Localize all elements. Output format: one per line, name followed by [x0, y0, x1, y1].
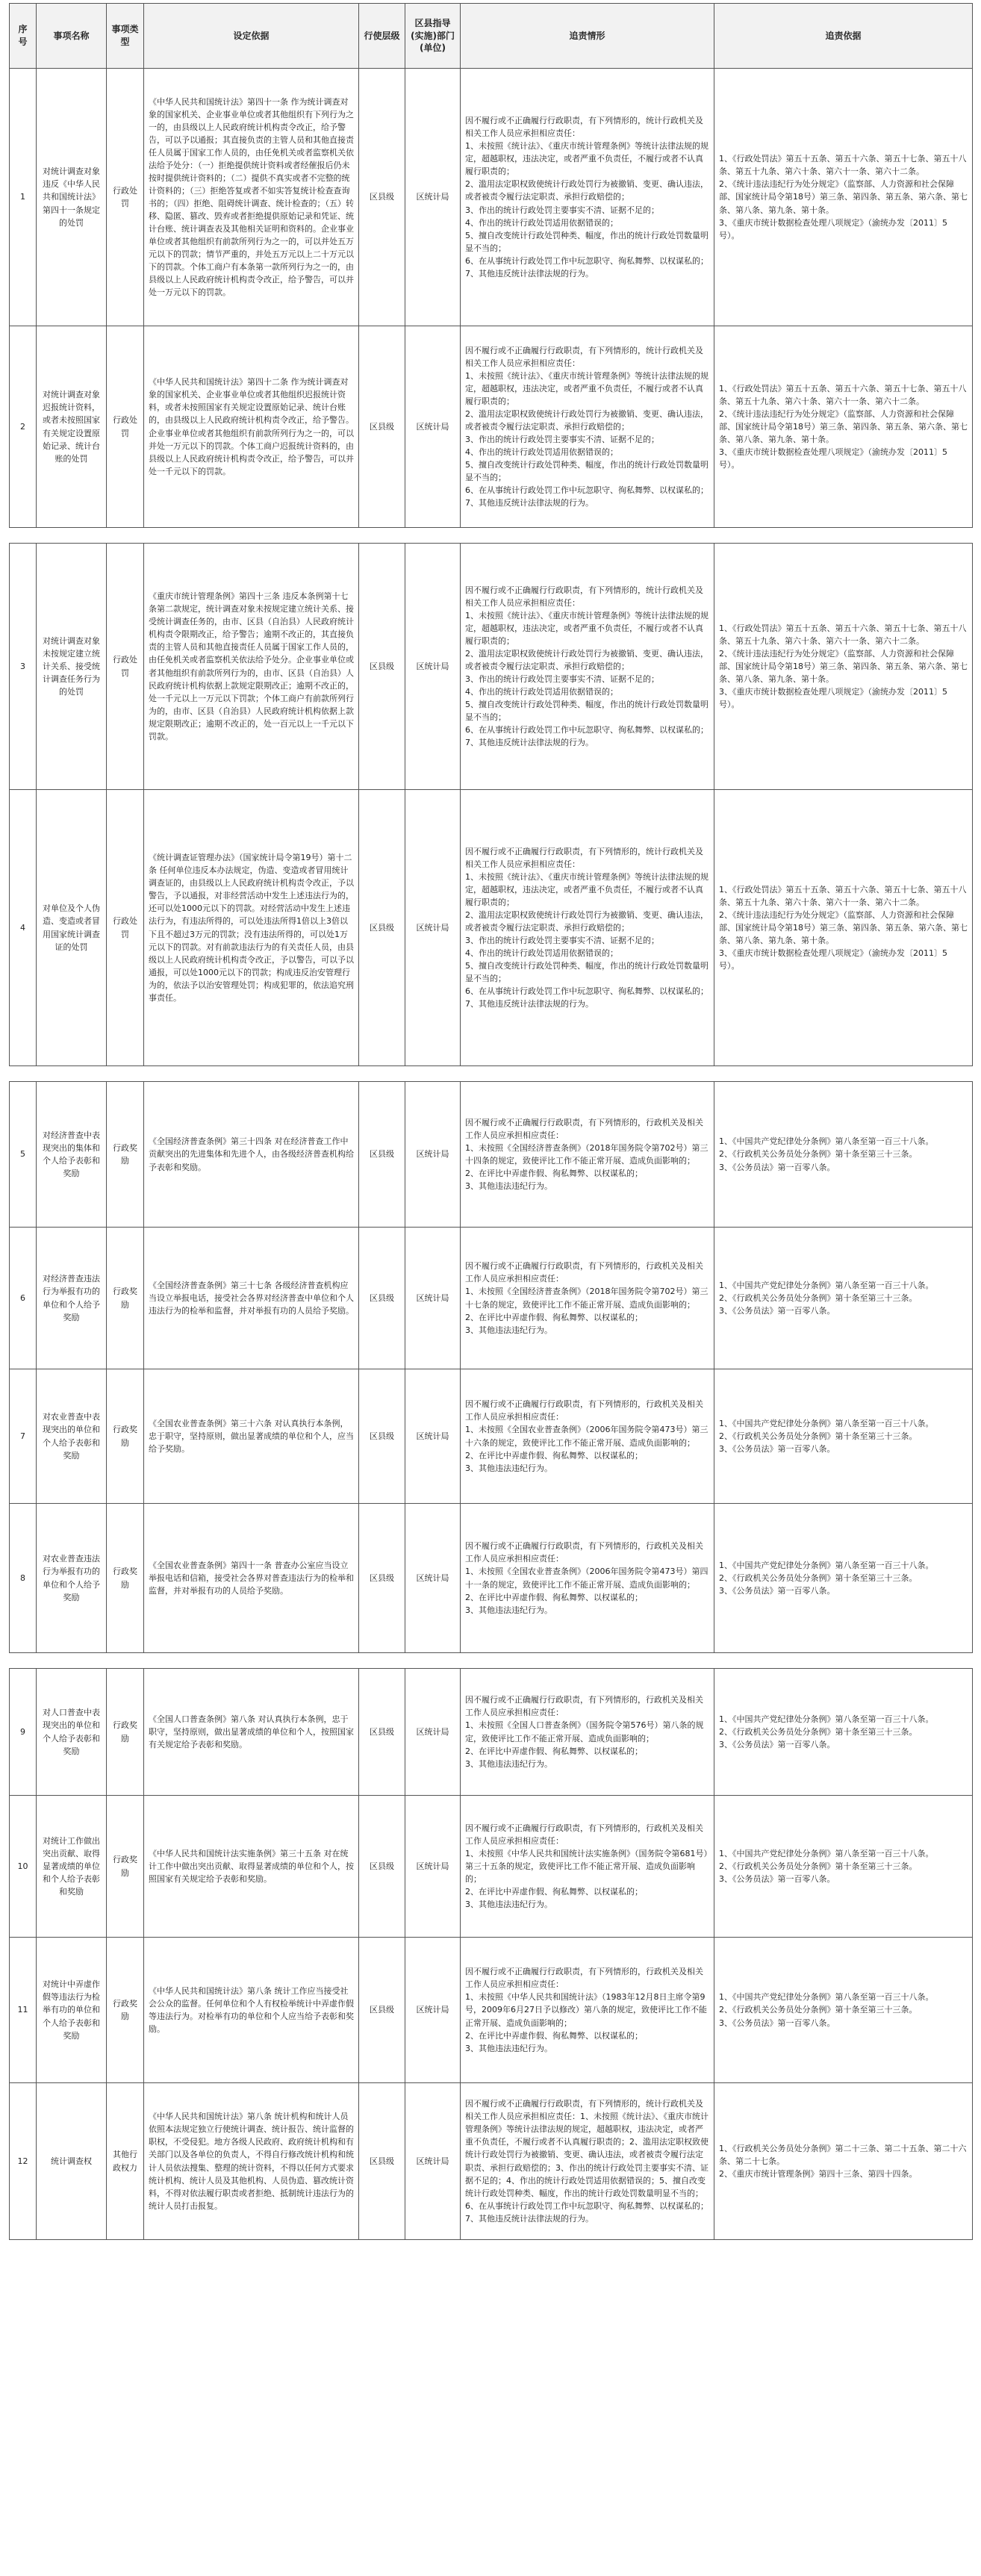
cell-basis: 《全国人口普查条例》第八条 对认真执行本条例，忠于职守，坚持原则，做出显著成绩的单位和个人，按照国家有关规定给予表彰和奖励。 [144, 1669, 359, 1796]
cell-dept: 区统计局 [405, 544, 461, 790]
cell-dept: 区统计局 [405, 326, 461, 528]
cell-type: 其他行政权力 [107, 2083, 144, 2240]
cell-dept: 区统计局 [405, 790, 461, 1066]
cell-name: 统计调查权 [37, 2083, 107, 2240]
cell-dept: 区统计局 [405, 1228, 461, 1369]
cell-cases: 因不履行或不正确履行行政职责，有下列情形的，行政机关及相关工作人员应承担相应责任： 1、未按照《中华人民共和国统计法》（1983年12月8日主席令第9号，2009年6月27日予以修改）第八条的规定，致使评比工作不能正常开展、造成负面影响的； 2、在评比中弄虚作假、徇私舞弊、以权谋私的； 3、其他违法违纪行为。 [461, 1938, 714, 2083]
table-row [10, 1669, 973, 1796]
cell-dept: 区统计局 [405, 1796, 461, 1938]
cell-name: 对经济普查违法行为举报有功的单位和个人给予奖励 [37, 1228, 107, 1369]
table-row [10, 544, 973, 790]
cell-level: 区县级 [359, 2083, 405, 2240]
cell-level: 区县级 [359, 1669, 405, 1796]
table-row [10, 1504, 973, 1653]
table-row [10, 1796, 973, 1938]
cell-level: 区县级 [359, 1938, 405, 2083]
cell-law: 1、《中国共产党纪律处分条例》第八条至第一百三十八条。 2、《行政机关公务员处分条例》第十条至第三十三条。 3、《公务员法》第一百零八条。 [714, 1369, 973, 1504]
cell-cases: 因不履行或不正确履行行政职责，有下列情形的，行政机关及相关工作人员应承担相应责任： 1、未按照《全国经济普查条例》（2018年国务院令第702号）第三十七条的规定，致使评比工作不能正常开展、造成负面影响的； 2、在评比中弄虚作假、徇私舞弊、以权谋私的； 3、其他违法违纪行为。 [461, 1228, 714, 1369]
cell-dept: 区统计局 [405, 1938, 461, 2083]
cell-name: 对统计调查对象未按规定建立统计关系、接受统计调查任务行为的处罚 [37, 544, 107, 790]
cell-dept: 区统计局 [405, 1504, 461, 1653]
cell-type: 行政奖励 [107, 1082, 144, 1228]
document-page [9, 3, 972, 2240]
cell-type: 行政奖励 [107, 1669, 144, 1796]
cell-seq: 9 [10, 1669, 37, 1796]
cell-cases: 因不履行或不正确履行行政职责，有下列情形的，行政机关及相关工作人员应承担相应责任： 1、未按照《中华人民共和国统计法实施条例》（国务院令第681号）第三十五条的规定，致使评比工作不能正常开展、造成负面影响的； 2、在评比中弄虚作假、徇私舞弊、以权谋私的； 3、其他违法违纪行为。 [461, 1796, 714, 1938]
cell-seq: 3 [10, 544, 37, 790]
table-row [10, 326, 973, 528]
cell-level: 区县级 [359, 1796, 405, 1938]
cell-law: 1、《中国共产党纪律处分条例》第八条至第一百三十八条。 2、《行政机关公务员处分条例》第十条至第三十三条。 3、《公务员法》第一百零八条。 [714, 1082, 973, 1228]
header-basis: 设定依据 [144, 4, 359, 69]
cell-law: 1、《行政处罚法》第五十五条、第五十六条、第五十七条、第五十八条、第五十九条、第六十条、第六十一条、第六十二条。 2、《统计违法违纪行为处分规定》（监察部、人力资源和社会保障部、国家统计局令第18号）第三条、第四条、第五条、第六条、第七条、第八条、第九条、第十条。 3、《重庆市统计数据检查处理八项规定》（渝统办发〔2011〕5号）。 [714, 790, 973, 1066]
divider-cell [10, 1066, 973, 1082]
cell-law: 1、《行政处罚法》第五十五条、第五十六条、第五十七条、第五十八条、第五十九条、第六十条、第六十一条、第六十二条。 2、《统计违法违纪行为处分规定》（监察部、人力资源和社会保障部、国家统计局令第18号）第三条、第四条、第五条、第六条、第七条、第八条、第九条、第十条。 3、《重庆市统计数据检查处理八项规定》（渝统办发〔2011〕5号）。 [714, 544, 973, 790]
cell-name: 对经济普查中表现突出的集体和个人给予表彰和奖励 [37, 1082, 107, 1228]
cell-seq: 10 [10, 1796, 37, 1938]
cell-name: 对统计工作做出突出贡献、取得显著成绩的单位和个人给予表彰和奖励 [37, 1796, 107, 1938]
table-row [10, 1938, 973, 2083]
header-seq: 序号 [10, 4, 37, 69]
cell-level: 区县级 [359, 544, 405, 790]
cell-name: 对单位及个人伪造、变造或者冒用国家统计调查证的处罚 [37, 790, 107, 1066]
cell-dept: 区统计局 [405, 2083, 461, 2240]
header-cases: 追责情形 [461, 4, 714, 69]
cell-type: 行政处罚 [107, 326, 144, 528]
cell-seq: 12 [10, 2083, 37, 2240]
cell-level: 区县级 [359, 1082, 405, 1228]
cell-seq: 7 [10, 1369, 37, 1504]
cell-basis: 《全国经济普查条例》第三十七条 各级经济普查机构应当设立举报电话，接受社会各界对经济普查中单位和个人违法行为的检举和监督，并对举报有功的人员给予奖励。 [144, 1228, 359, 1369]
cell-cases: 因不履行或不正确履行行政职责，有下列情形的，统计行政机关及相关工作人员应承担相应责任： 1、未按照《统计法》、《重庆市统计管理条例》等统计法律法规的规定，超越职权，违法决定，或者严重不负责任，不履行或者不认真履行职责的； 2、滥用法定职权致使统计行政处罚行为被撤销、变更、确认违法，或者被责令履行法定职责、承担行政赔偿的； 3、作出的统计行政处罚主要事实不清、证据不足的； 4、作出的统计行政处罚适用依据错误的； 5、擅自改变统计行政处罚种类、幅度，作出的统计行政处罚数量明显不当的； 6、在从事统计行政处罚工作中玩忽职守、徇私舞弊、以权谋私的； 7、其他违反统计法律法规的行为。 [461, 69, 714, 326]
cell-type: 行政奖励 [107, 1796, 144, 1938]
cell-law: 1、《中国共产党纪律处分条例》第八条至第一百三十八条。 2、《行政机关公务员处分条例》第十条至第三十三条。 3、《公务员法》第一百零八条。 [714, 1938, 973, 2083]
cell-law: 1、《中国共产党纪律处分条例》第八条至第一百三十八条。 2、《行政机关公务员处分条例》第十条至第三十三条。 3、《公务员法》第一百零八条。 [714, 1504, 973, 1653]
cell-level: 区县级 [359, 790, 405, 1066]
cell-basis: 《重庆市统计管理条例》第四十三条 违反本条例第十七条第二款规定，统计调查对象未按规定建立统计关系、接受统计调查任务的，由市、区县（自治县）人民政府统计机构责令限期改正，给予警告；逾期不改正的，其直接负责的主管人员和其他直接责任人员属于国家工作人员的，由任免机关或者监察机关依法给予处分。企业事业单位或者其他组织有前款所列行为的，由市、区县（自治县）人民政府统计机构依据上款规定限期改正；逾期不改正的，处一千元以上一万元以下罚款；个体工商户有前款所列行为的，由市、区县（自治县）人民政府统计机构依据上款规定限期改正；逾期不改正的，处一百元以上一千元以下罚款。 [144, 544, 359, 790]
cell-level: 区县级 [359, 1504, 405, 1653]
cell-basis: 《全国农业普查条例》第三十六条 对认真执行本条例，忠于职守，坚持原则，做出显著成绩的单位和个人，应当给予奖励。 [144, 1369, 359, 1504]
cell-law: 1、《中国共产党纪律处分条例》第八条至第一百三十八条。 2、《行政机关公务员处分条例》第十条至第三十三条。 3、《公务员法》第一百零八条。 [714, 1796, 973, 1938]
table-row [10, 69, 973, 326]
cell-type: 行政奖励 [107, 1369, 144, 1504]
cell-name: 对统计调查对象违反《中华人民共和国统计法》第四十一条规定的处罚 [37, 69, 107, 326]
cell-level: 区县级 [359, 69, 405, 326]
table-row [10, 2083, 973, 2240]
cell-type: 行政处罚 [107, 69, 144, 326]
header-type: 事项类型 [107, 4, 144, 69]
cell-basis: 《中华人民共和国统计法》第四十一条 作为统计调查对象的国家机关、企业事业单位或者其他组织有下列行为之一的，由县级以上人民政府统计机构责令改正，给予警告，可以予以通报；其直接负责的主管人员和其他直接责任人员属于国家工作人员的，由任免机关或者监察机关依法给予处分：（一）拒绝提供统计资料或者经催报后仍未按时提供统计资料的；（二）提供不真实或者不完整的统计资料的；（三）拒绝答复或者不如实答复统计检查查询书的；（四）拒绝、阻碍统计调查、统计检查的；（五）转移、隐匿、篡改、毁弃或者拒绝提供原始记录和凭证、统计台账、统计调查表及其他相关证明和资料的。企业事业单位或者其他组织有前款所列行为之一的，可以并处五万元以下的罚款；情节严重的，并处五万元以上二十万元以下的罚款。个体工商户有本条第一款所列行为之一的，由县级以上人民政府统计机构责令改正，给予警告，可以并处一万元以下的罚款。 [144, 69, 359, 326]
cell-law: 1、《行政机关公务员处分条例》第二十三条、第二十五条、第二十六条、第二十七条。 2、《重庆市统计管理条例》第四十三条、第四十四条。 [714, 2083, 973, 2240]
cell-cases: 因不履行或不正确履行行政职责，有下列情形的，行政机关及相关工作人员应承担相应责任： 1、未按照《全国农业普查条例》（2006年国务院令第473号）第四十一条的规定，致使评比工作不能正常开展、造成负面影响的； 2、在评比中弄虚作假、徇私舞弊、以权谋私的； 3、其他违法违纪行为。 [461, 1504, 714, 1653]
cell-type: 行政奖励 [107, 1938, 144, 2083]
table-row [10, 1082, 973, 1228]
cell-type: 行政奖励 [107, 1228, 144, 1369]
section-divider [10, 1066, 973, 1082]
cell-level: 区县级 [359, 1228, 405, 1369]
cell-type: 行政处罚 [107, 544, 144, 790]
cell-dept: 区统计局 [405, 1369, 461, 1504]
cell-cases: 因不履行或不正确履行行政职责，有下列情形的，行政机关及相关工作人员应承担相应责任： 1、未按照《全国经济普查条例》（2018年国务院令第702号）第三十四条的规定，致使评比工作不能正常开展、造成负面影响的； 2、在评比中弄虚作假、徇私舞弊、以权谋私的； 3、其他违法违纪行为。 [461, 1082, 714, 1228]
header-level: 行使层级 [359, 4, 405, 69]
cell-cases: 因不履行或不正确履行行政职责，有下列情形的，行政机关及相关工作人员应承担相应责任： 1、未按照《全国人口普查条例》（国务院令第576号）第八条的规定，致使评比工作不能正常开展、造成负面影响的； 2、在评比中弄虚作假、徇私舞弊、以权谋私的； 3、其他违法违纪行为。 [461, 1669, 714, 1796]
section-divider [10, 1653, 973, 1669]
table-row [10, 1228, 973, 1369]
cell-law: 1、《中国共产党纪律处分条例》第八条至第一百三十八条。 2、《行政机关公务员处分条例》第十条至第三十三条。 3、《公务员法》第一百零八条。 [714, 1228, 973, 1369]
cell-name: 对人口普查中表现突出的单位和个人给予表彰和奖励 [37, 1669, 107, 1796]
cell-name: 对统计中弄虚作假等违法行为检举有功的单位和个人给予表彰和奖励 [37, 1938, 107, 2083]
cell-law: 1、《行政处罚法》第五十五条、第五十六条、第五十七条、第五十八条、第五十九条、第六十条、第六十一条、第六十二条。 2、《统计违法违纪行为处分规定》（监察部、人力资源和社会保障部、国家统计局令第18号）第三条、第四条、第五条、第六条、第七条、第八条、第九条、第十条。 3、《重庆市统计数据检查处理八项规定》（渝统办发〔2011〕5号）。 [714, 69, 973, 326]
cell-cases: 因不履行或不正确履行行政职责，有下列情形的，行政机关及相关工作人员应承担相应责任： 1、未按照《全国农业普查条例》（2006年国务院令第473号）第三十六条的规定，致使评比工作不能正常开展、造成负面影响的； 2、在评比中弄虚作假、徇私舞弊、以权谋私的； 3、其他违法违纪行为。 [461, 1369, 714, 1504]
cell-basis: 《统计调查证管理办法》（国家统计局令第19号）第十二条 任何单位违反本办法规定，伪造、变造或者冒用统计调查证的，由县级以上人民政府统计机构责令改正，予以警告，予以通报，对非经营活动中发生上述违法行为的，还可以处1000元以下的罚款。对经营活动中发生上述违法行为，有违法所得的，可以处违法所得1倍以上3倍以下且不超过3万元的罚款；没有违法所得的，可以处1万元以下的罚款。对有前款违法行为的有关责任人员，由县级以上人民政府统计机构责令改正，予以警告，可以予以通报，可以处1000元以下的罚款；构成违反治安管理行为的，依法予以治安管理处罚；构成犯罪的，依法追究刑事责任。 [144, 790, 359, 1066]
cell-type: 行政奖励 [107, 1504, 144, 1653]
divider-cell [10, 1653, 973, 1669]
section-divider [10, 528, 973, 544]
cell-cases: 因不履行或不正确履行行政职责，有下列情形的，统计行政机关及相关工作人员应承担相应责任： 1、未按照《统计法》、《重庆市统计管理条例》等统计法律法规的规定，超越职权，违法决定，或者严重不负责任，不履行或者不认真履行职责的； 2、滥用法定职权致使统计行政处罚行为被撤销、变更、确认违法，或者被责令履行法定职责、承担行政赔偿的； 3、作出的统计行政处罚主要事实不清、证据不足的； 4、作出的统计行政处罚适用依据错误的； 5、擅自改变统计行政处罚种类、幅度，作出的统计行政处罚数量明显不当的； 6、在从事统计行政处罚工作中玩忽职守、徇私舞弊、以权谋私的； 7、其他违反统计法律法规的行为。 [461, 790, 714, 1066]
cell-level: 区县级 [359, 326, 405, 528]
table-row [10, 790, 973, 1066]
cell-name: 对农业普查违法行为举报有功的单位和个人给予奖励 [37, 1504, 107, 1653]
divider-cell [10, 528, 973, 544]
cell-seq: 8 [10, 1504, 37, 1653]
cell-seq: 2 [10, 326, 37, 528]
cell-name: 对农业普查中表现突出的单位和个人给予表彰和奖励 [37, 1369, 107, 1504]
header-dept: 区县指导(实施)部门(单位) [405, 4, 461, 69]
responsibility-table [9, 3, 973, 2240]
cell-basis: 《全国农业普查条例》第四十一条 普查办公室应当设立举报电话和信箱，接受社会各界对普查违法行为的检举和监督，并对举报有功的人员给予奖励。 [144, 1504, 359, 1653]
cell-dept: 区统计局 [405, 69, 461, 326]
table-row [10, 1369, 973, 1504]
cell-basis: 《中华人民共和国统计法》第八条 统计机构和统计人员依照本法规定独立行使统计调查、统计报告、统计监督的职权，不受侵犯。地方各级人民政府、政府统计机构和有关部门以及各单位的负责人，不得自行修改统计机构和统计人员依法搜集、整理的统计资料，不得以任何方式要求统计机构、统计人员及其他机构、人员伪造、篡改统计资料，不得对依法履行职责或者拒绝、抵制统计违法行为的统计人员打击报复。 [144, 2083, 359, 2240]
cell-name: 对统计调查对象迟报统计资料，或者未按照国家有关规定设置原始记录、统计台账的处罚 [37, 326, 107, 528]
cell-basis: 《中华人民共和国统计法》第四十二条 作为统计调查对象的国家机关、企业事业单位或者其他组织迟报统计资料，或者未按照国家有关规定设置原始记录、统计台账的，由县级以上人民政府统计机构责令改正，给予警告。企业事业单位或者其他组织有前款所列行为之一的，可以并处一万元以下的罚款。个体工商户迟报统计资料的，由县级以上人民政府统计机构责令改正，给予警告，可以并处一千元以下的罚款。 [144, 326, 359, 528]
cell-basis: 《中华人民共和国统计法实施条例》第三十五条 对在统计工作中做出突出贡献、取得显著成绩的单位和个人，按照国家有关规定给予表彰和奖励。 [144, 1796, 359, 1938]
header-name: 事项名称 [37, 4, 107, 69]
cell-seq: 6 [10, 1228, 37, 1369]
cell-seq: 11 [10, 1938, 37, 2083]
cell-seq: 1 [10, 69, 37, 326]
cell-seq: 5 [10, 1082, 37, 1228]
cell-law: 1、《中国共产党纪律处分条例》第八条至第一百三十八条。 2、《行政机关公务员处分条例》第十条至第三十三条。 3、《公务员法》第一百零八条。 [714, 1669, 973, 1796]
cell-law: 1、《行政处罚法》第五十五条、第五十六条、第五十七条、第五十八条、第五十九条、第六十条、第六十一条、第六十二条。 2、《统计违法违纪行为处分规定》（监察部、人力资源和社会保障部、国家统计局令第18号）第三条、第四条、第五条、第六条、第七条、第八条、第九条、第十条。 3、《重庆市统计数据检查处理八项规定》（渝统办发〔2011〕5号）。 [714, 326, 973, 528]
header-law: 追责依据 [714, 4, 973, 69]
table-header [10, 4, 973, 69]
cell-basis: 《全国经济普查条例》第三十四条 对在经济普查工作中贡献突出的先进集体和先进个人，由各级经济普查机构给予表彰和奖励。 [144, 1082, 359, 1228]
cell-basis: 《中华人民共和国统计法》第八条 统计工作应当接受社会公众的监督。任何单位和个人有权检举统计中弄虚作假等违法行为。对检举有功的单位和个人应当给予表彰和奖励。 [144, 1938, 359, 2083]
cell-level: 区县级 [359, 1369, 405, 1504]
table-body [10, 69, 973, 2240]
cell-type: 行政处罚 [107, 790, 144, 1066]
cell-cases: 因不履行或不正确履行行政职责，有下列情形的，统计行政机关及相关工作人员应承担相应责任： 1、未按照《统计法》、《重庆市统计管理条例》等统计法律法规的规定，超越职权，违法决定，或者严重不负责任，不履行或者不认真履行职责的； 2、滥用法定职权致使统计行政处罚行为被撤销、变更、确认违法，或者被责令履行法定职责、承担行政赔偿的； 3、作出的统计行政处罚主要事实不清、证据不足的； 4、作出的统计行政处罚适用依据错误的； 5、擅自改变统计行政处罚种类、幅度，作出的统计行政处罚数量明显不当的； 6、在从事统计行政处罚工作中玩忽职守、徇私舞弊、以权谋私的； 7、其他违反统计法律法规的行为。 [461, 544, 714, 790]
cell-dept: 区统计局 [405, 1669, 461, 1796]
cell-dept: 区统计局 [405, 1082, 461, 1228]
cell-cases: 因不履行或不正确履行行政职责，有下列情形的，统计行政机关及相关工作人员应承担相应责任：1、未按照《统计法》、《重庆市统计管理条例》等统计法律法规的规定，超越职权，违法决定，或者严重不负责任，不履行或者不认真履行职责的；2、滥用法定职权致使统计行政处罚行为被撤销、变更、确认违法，或者被责令履行法定职责、承担行政赔偿的；3、作出的统计行政处罚主要事实不清、证据不足的；4、作出的统计行政处罚适用依据错误的；5、擅自改变统计行政处罚种类、幅度，作出的统计行政处罚数量明显不当的；6、在从事统计行政处罚工作中玩忽职守、徇私舞弊、以权谋私的；7、其他违反统计法律法规的行为。 [461, 2083, 714, 2240]
cell-cases: 因不履行或不正确履行行政职责，有下列情形的，统计行政机关及相关工作人员应承担相应责任： 1、未按照《统计法》、《重庆市统计管理条例》等统计法律法规的规定，超越职权，违法决定，或者严重不负责任，不履行或者不认真履行职责的； 2、滥用法定职权致使统计行政处罚行为被撤销、变更、确认违法，或者被责令履行法定职责、承担行政赔偿的； 3、作出的统计行政处罚主要事实不清、证据不足的； 4、作出的统计行政处罚适用依据错误的； 5、擅自改变统计行政处罚种类、幅度，作出的统计行政处罚数量明显不当的； 6、在从事统计行政处罚工作中玩忽职守、徇私舞弊、以权谋私的； 7、其他违反统计法律法规的行为。 [461, 326, 714, 528]
cell-seq: 4 [10, 790, 37, 1066]
